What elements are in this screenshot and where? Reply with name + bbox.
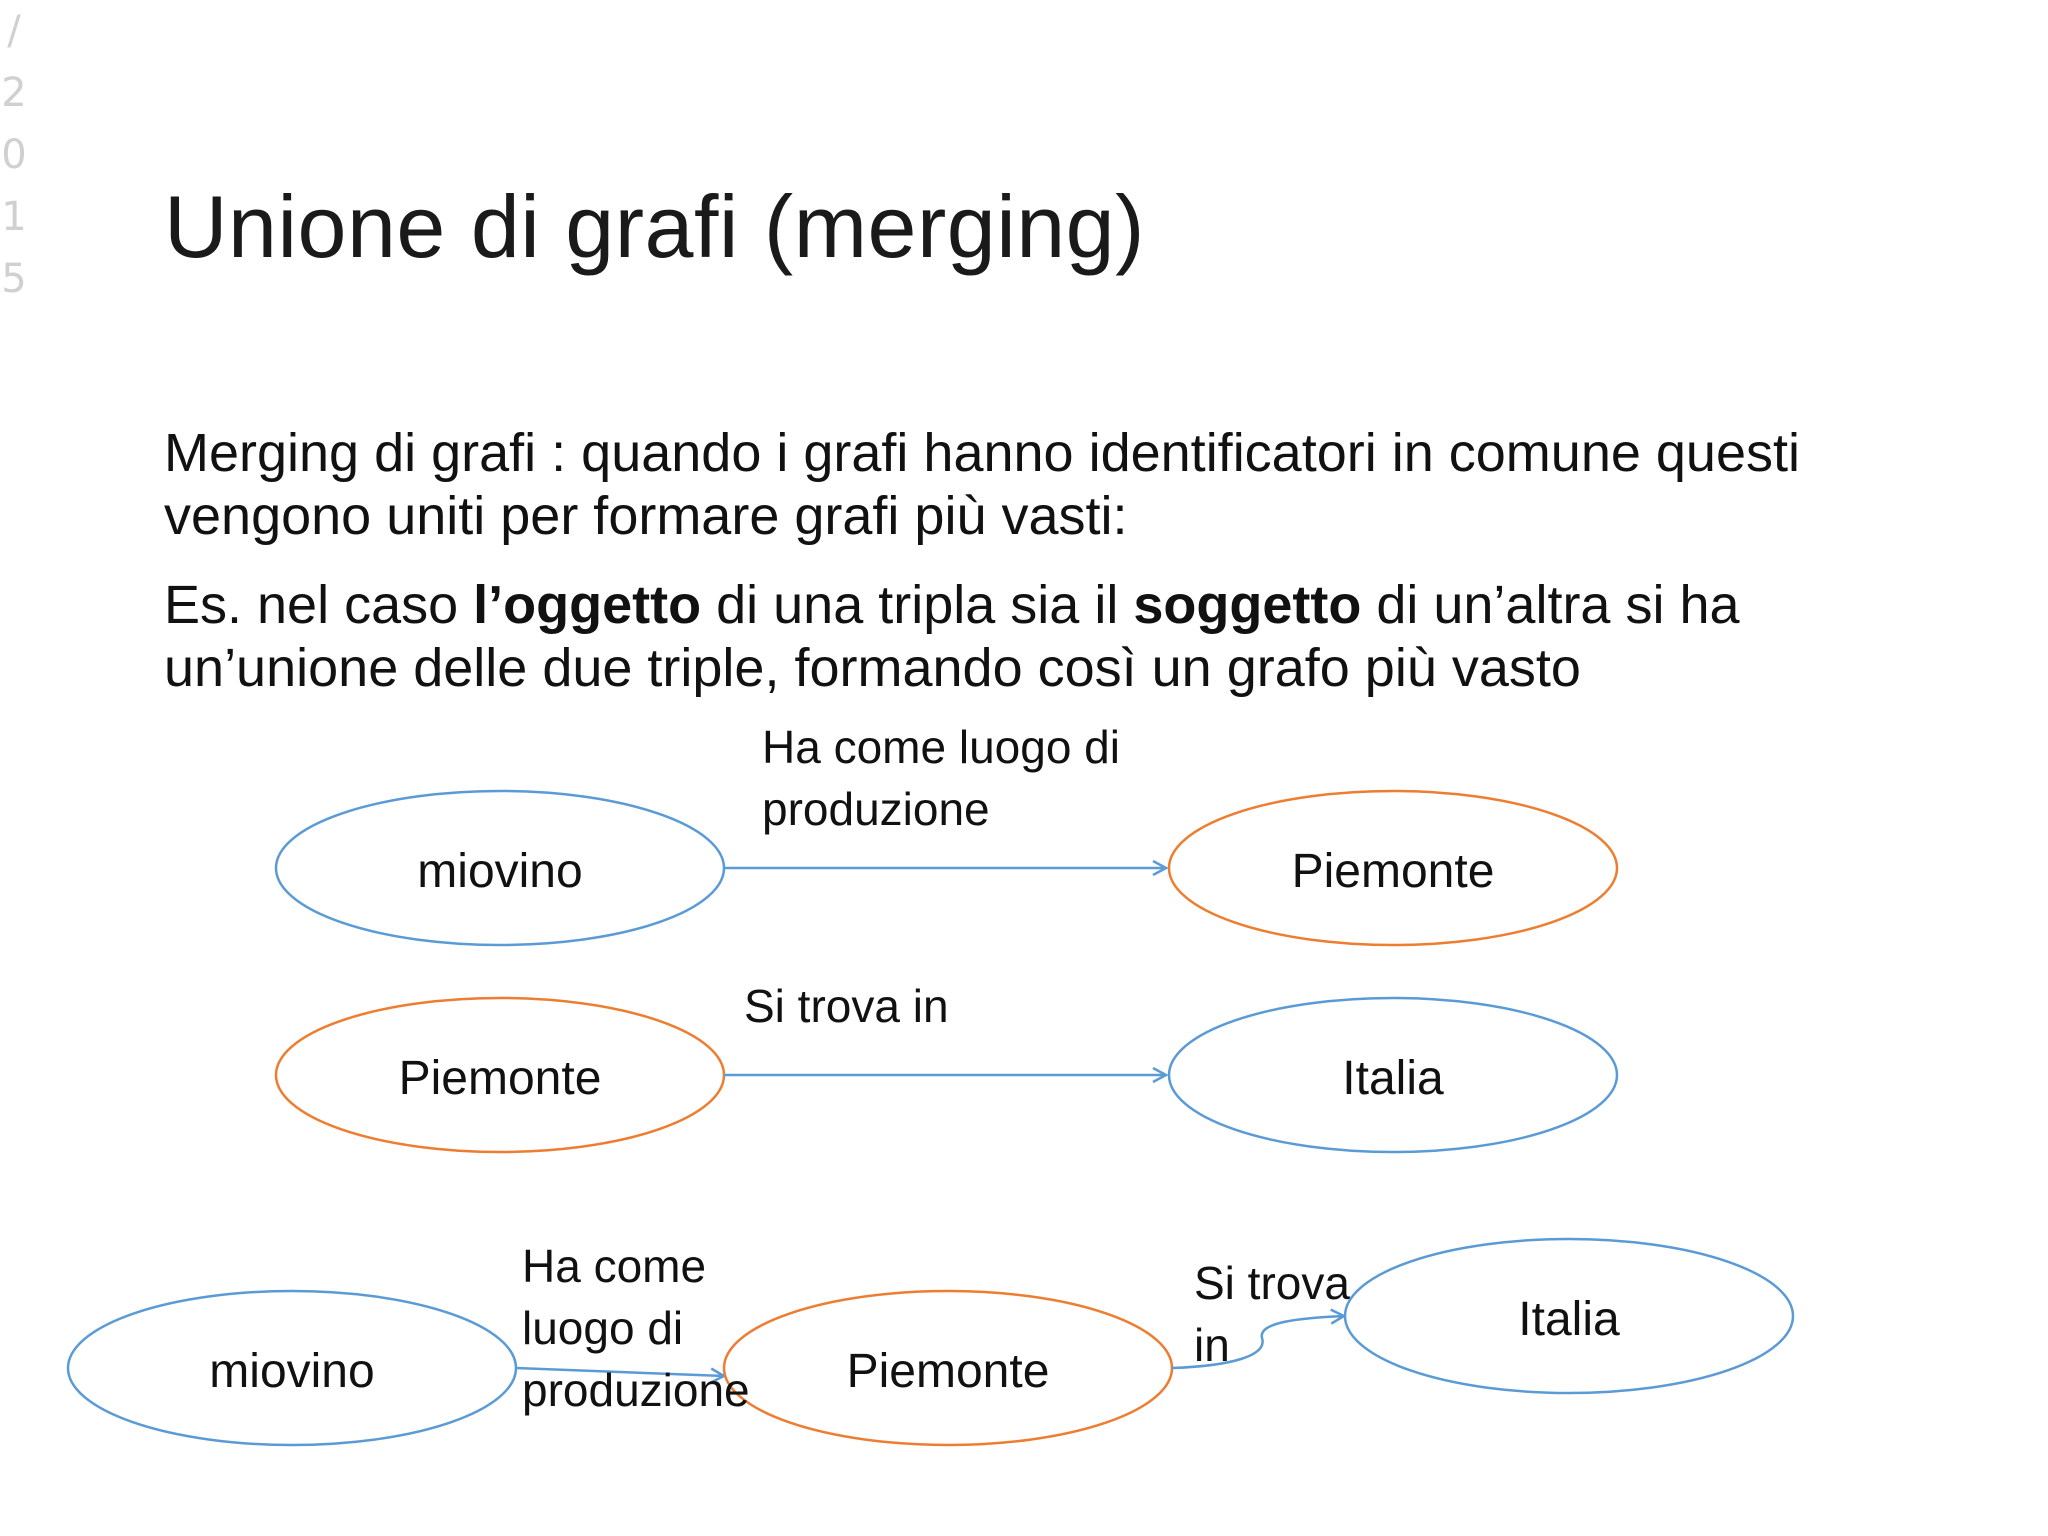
edge-label-si-trova-in: Si trova in (744, 980, 949, 1032)
node-miovino-label: miovino (209, 1345, 375, 1398)
example-bold-oggetto: l’oggetto (473, 575, 702, 635)
edge-label-line-2: produzione (762, 783, 990, 835)
merged-graph (68, 1239, 1793, 1445)
edge-label-line-3: produzione (522, 1364, 750, 1416)
triple-2 (276, 980, 1617, 1152)
node-italia-label: Italia (1518, 1293, 1620, 1346)
node-piemonte-label: Piemonte (846, 1345, 1050, 1398)
node-piemonte-label: Piemonte (398, 1052, 602, 1105)
edge-label-line-1: Ha come luogo di (762, 721, 1120, 773)
example-text-1: Es. nel caso (164, 575, 474, 635)
example-text-3: di un’altra si ha un’unione delle due triple, formando così un grafo più vasto (164, 575, 1740, 698)
merging-definition: Merging di grafi : quando i grafi hanno identificatori in comune questi vengono uniti per formare grafi più vasti: (164, 423, 1800, 546)
node-italia-label: Italia (1342, 1052, 1444, 1105)
date-char: 1 (1, 194, 27, 240)
node-miovino-label: miovino (417, 845, 583, 898)
edge-label-line-2: luogo di (522, 1302, 684, 1354)
edge-label-line-1: Si trova (1194, 1257, 1350, 1309)
edge-label-line-2: in (1194, 1319, 1230, 1371)
example-text-2: di una tripla sia il (701, 575, 1134, 635)
date-char: / (7, 8, 21, 54)
date-char: 5 (1, 256, 27, 302)
slide-title: Unione di grafi (merging) (164, 177, 1145, 276)
node-piemonte-label: Piemonte (1291, 845, 1495, 898)
date-char: 2 (1, 70, 27, 116)
date-char: 0 (1, 132, 27, 178)
triple-1 (276, 721, 1617, 945)
example-bold-soggetto: soggetto (1133, 575, 1362, 635)
edge-label-line-1: Ha come (522, 1240, 707, 1292)
